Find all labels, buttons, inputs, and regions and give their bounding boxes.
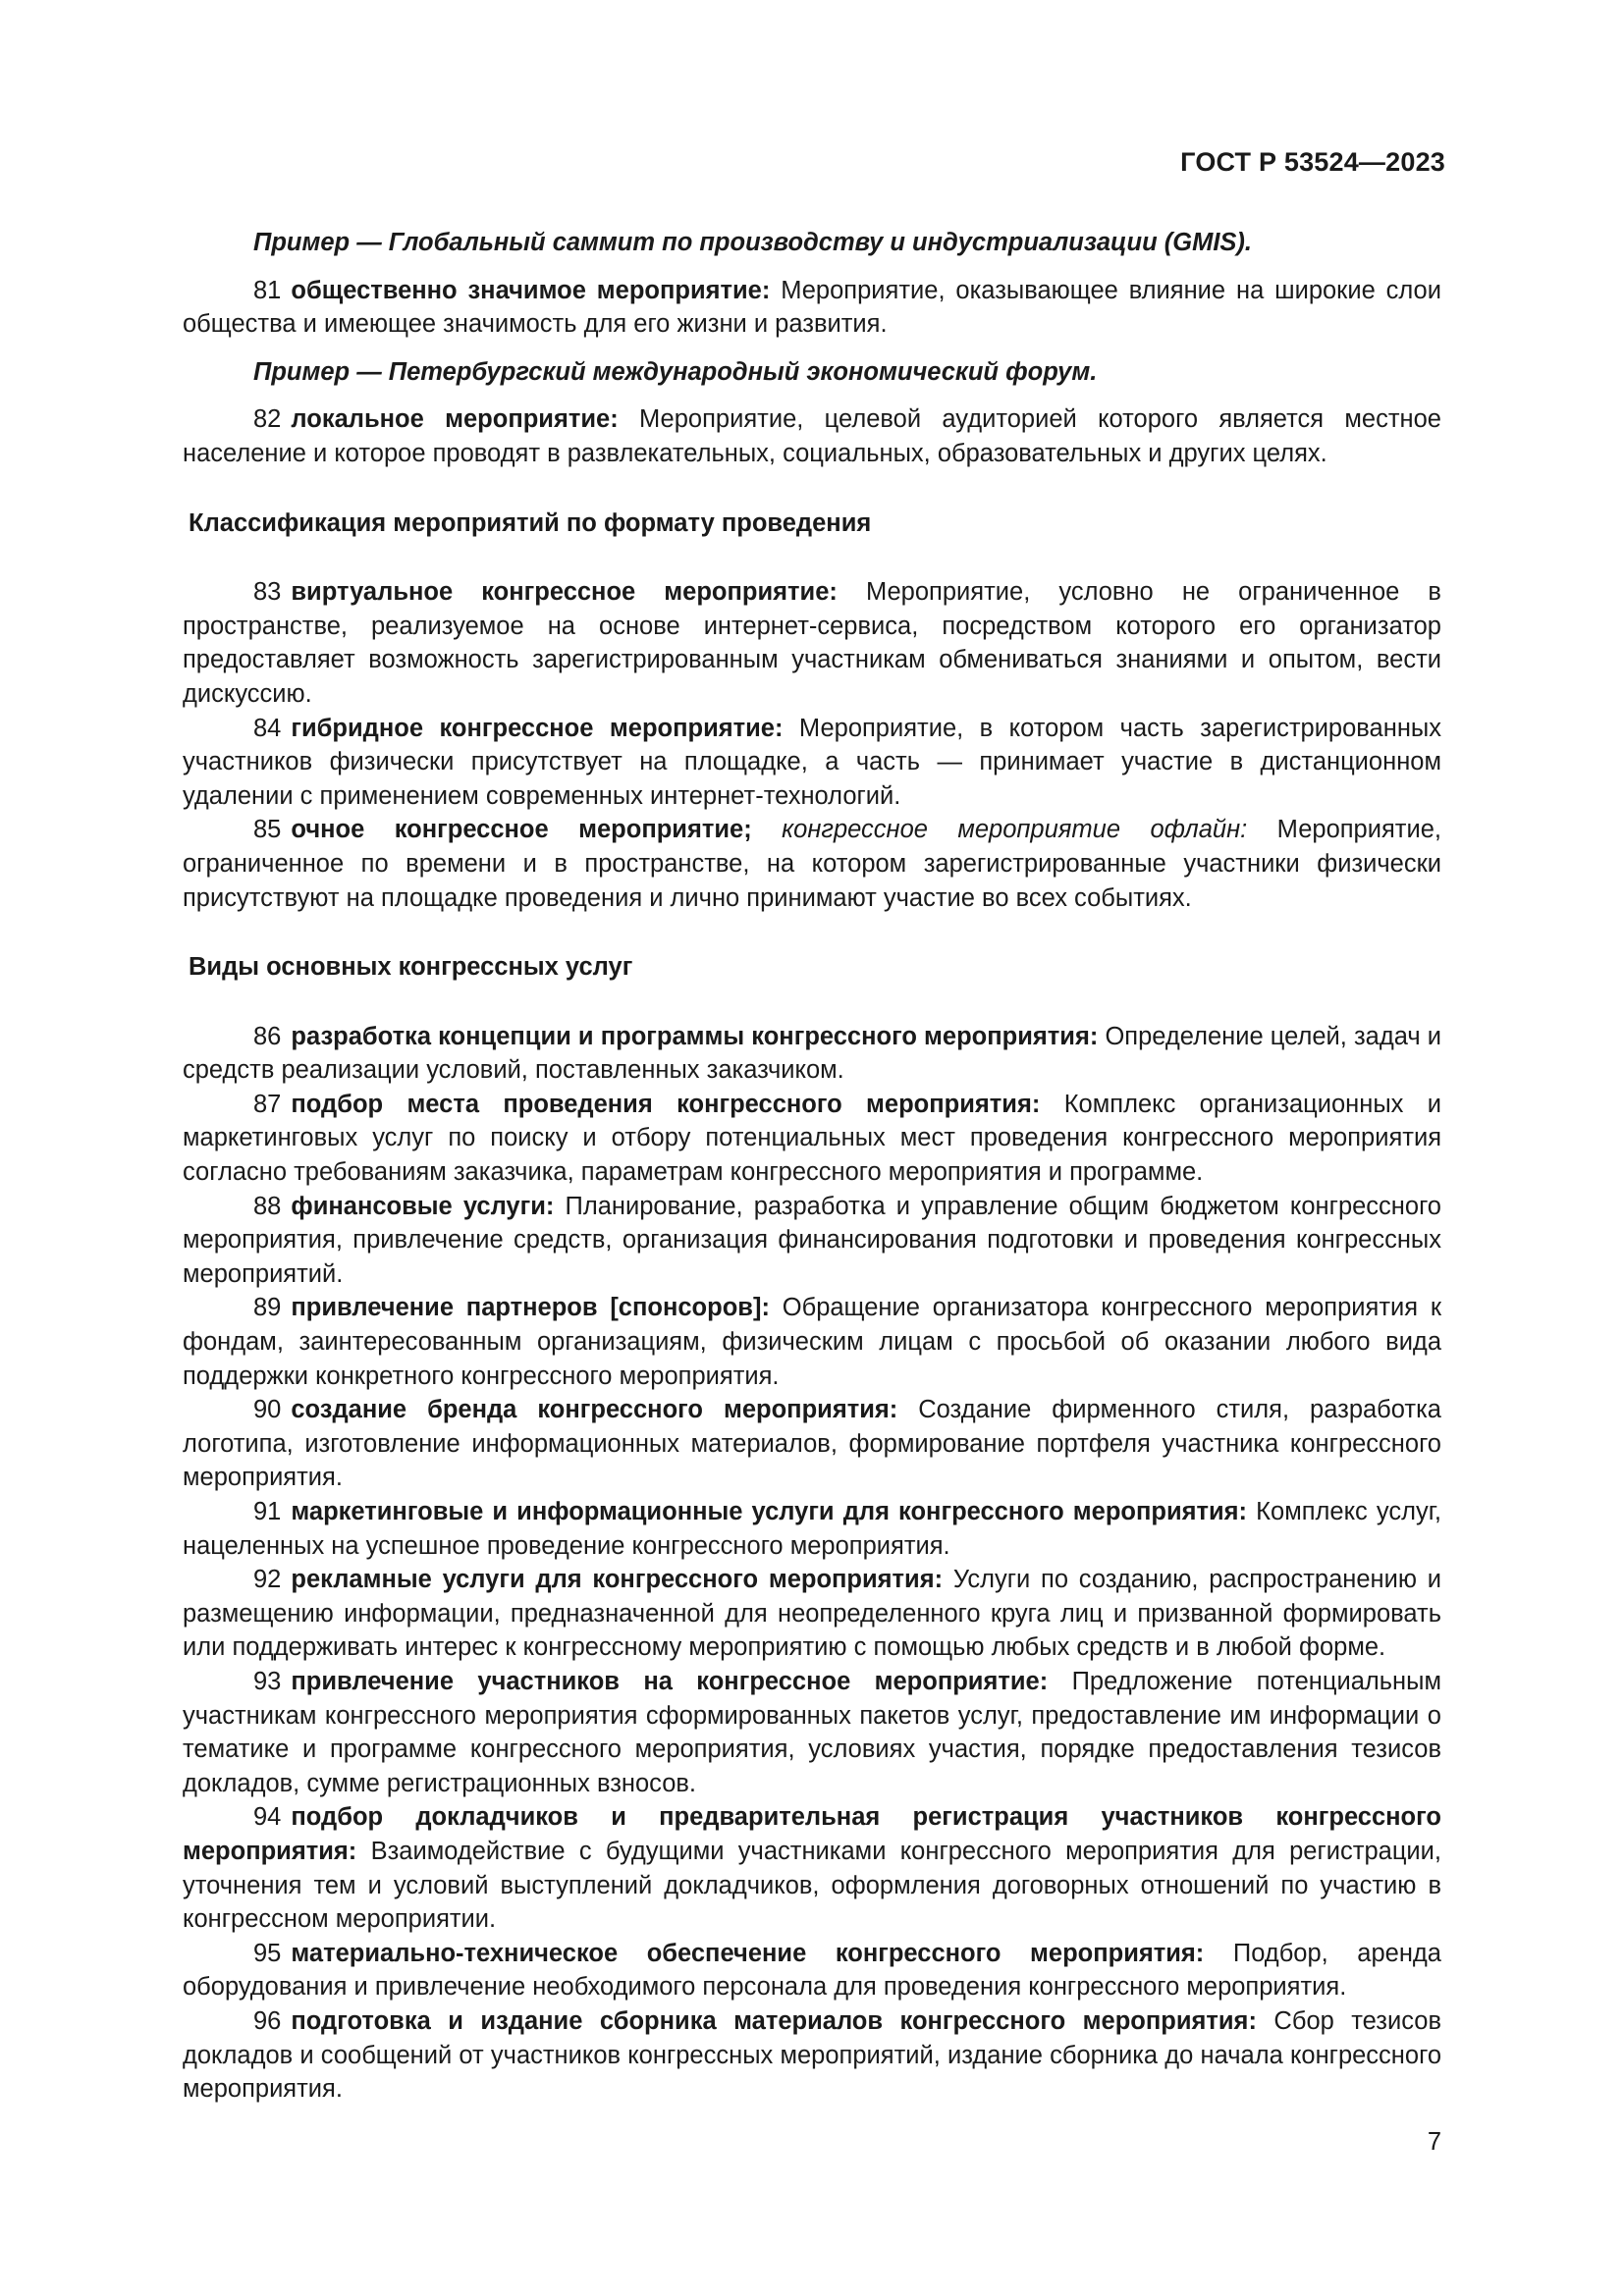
term-title: подбор места проведения конгрессного мероприятия: <box>291 1090 1041 1118</box>
term-definition: Создание фирменного стиля, разработка логотипа, изготовление информационных материалов, формирование портфеля участника конгрессного мероприятия. <box>183 1396 1441 1492</box>
term-definition: Предложение потенциальным участникам конгрессного мероприятия сформированных пакетов услуг, предоставление им информации о тематике и программе конгрессного мероприятия, условиях участия, порядке предоставления тезисов докладов, сумме регистрационных взносов. <box>183 1667 1441 1797</box>
term-number: 96 <box>253 2006 282 2035</box>
term-number: 85 <box>253 816 282 844</box>
section-heading-format: Классификация мероприятий по формату проведения <box>189 508 872 537</box>
term-definition: Определение целей, задач и средств реализации условий, поставленных заказчиком. <box>183 1022 1441 1085</box>
term-entry-91 <box>183 1495 1441 1563</box>
document-body <box>183 226 1441 2107</box>
page-header-standard: ГОСТ Р 53524—2023 <box>1180 147 1445 177</box>
term-entry-90 <box>183 1393 1441 1495</box>
term-entry-87 <box>183 1088 1441 1190</box>
term-title: виртуальное конгрессное мероприятие: <box>291 578 838 607</box>
term-title: подготовка и издание сборника материалов конгрессного мероприятия: <box>291 2006 1257 2035</box>
term-definition: Мероприятие, условно не ограниченное в пространстве, реализуемое на основе интернет-сервиса, посредством которого его организатор предоставляет возможность зарегистрированным участникам обмениваться знаниями и опытом, вести дискуссию. <box>183 578 1441 708</box>
term-number: 84 <box>253 714 282 742</box>
section-heading-services: Виды основных конгрессных услуг <box>189 953 633 982</box>
term-number: 93 <box>253 1667 282 1695</box>
example-line: Пример — Петербургский международный экономический форум. <box>253 357 1098 386</box>
term-definition: Комплекс организационных и маркетинговых услуг по поиску и отбору потенциальных мест проведения конгрессного мероприятия согласно требованиям заказчика, параметрам конгрессного мероприятия и программе. <box>183 1090 1441 1187</box>
term-entry-96 <box>183 2004 1441 2107</box>
term-definition: Взаимодействие с будущими участниками конгрессного мероприятия для регистрации, уточнения тем и условий выступлений докладчиков, оформления договорных отношений по участию в конгрессном мероприятии. <box>183 1837 1441 1934</box>
term-definition: Обращение организатора конгрессного мероприятия к фондам, заинтересованным организациям, физическим лицам с просьбой об оказании любого вида поддержки конкретного конгрессного мероприятия. <box>183 1294 1442 1390</box>
term-entry-94 <box>183 1800 1441 1936</box>
term-number: 95 <box>253 1939 282 1967</box>
term-number: 94 <box>253 1803 282 1832</box>
term-title: рекламные услуги для конгрессного мероприятия: <box>291 1566 944 1594</box>
term-title: маркетинговые и информационные услуги для конгрессного мероприятия: <box>291 1498 1248 1525</box>
term-title: привлечение партнеров [спонсоров]: <box>291 1294 770 1322</box>
term-title: материально-техническое обеспечение конгрессного мероприятия: <box>291 1939 1205 1967</box>
term-entry-92 <box>183 1563 1441 1665</box>
term-number: 90 <box>253 1396 282 1424</box>
term-entry-81 <box>183 274 1441 342</box>
term-definition: Комплекс услуг, нацеленных на успешное проведение конгрессного мероприятия. <box>183 1498 1441 1560</box>
term-number: 82 <box>253 405 282 434</box>
term-entry-85 <box>183 813 1441 915</box>
term-title: очное конгрессное мероприятие; <box>291 816 752 844</box>
term-entry-86 <box>183 1020 1441 1088</box>
term-title: финансовые услуги: <box>291 1192 555 1220</box>
term-definition: Мероприятие, в котором часть зарегистрированных участников физически присутствует на площадке, а часть — принимает участие в дистанционном удалении с применением современных интернет-технологий. <box>183 714 1441 810</box>
term-title: привлечение участников на конгрессное мероприятие: <box>291 1667 1049 1695</box>
term-title: подбор докладчиков и предварительная регистрация участников конгрессного мероприятия: <box>183 1803 1441 1865</box>
term-definition: Мероприятие, целевой аудиторией которого является местное население и которое проводят в развлекательных, социальных, образовательных и других целях. <box>183 405 1441 467</box>
term-entry-93 <box>183 1665 1441 1800</box>
term-number: 87 <box>253 1090 282 1118</box>
term-title: разработка концепции и программы конгрессного мероприятия: <box>291 1022 1099 1050</box>
term-entry-83 <box>183 575 1441 711</box>
term-number: 91 <box>253 1498 282 1525</box>
term-definition: Планирование, разработка и управление общим бюджетом конгрессного мероприятия, привлечение средств, организация финансирования подготовки и проведения конгрессных мероприятий. <box>183 1192 1441 1288</box>
term-definition: Подбор, аренда оборудования и привлечение необходимого персонала для проведения конгрессного мероприятия. <box>183 1939 1441 2002</box>
term-definition: Мероприятие, ограниченное по времени и в пространстве, на котором зарегистрированные участники физически присутствуют на площадке проведения и лично принимают участие во всех событиях. <box>183 816 1441 912</box>
page-number: 7 <box>1427 2128 1441 2156</box>
term-definition: Сбор тезисов докладов и сообщений от участников конгрессных мероприятий, издание сборника до начала конгрессного мероприятия. <box>183 2006 1442 2104</box>
term-number: 86 <box>253 1022 282 1050</box>
term-entry-88 <box>183 1190 1441 1292</box>
term-title: гибридное конгрессное мероприятие: <box>291 714 784 742</box>
term-definition: Мероприятие, оказывающее влияние на широкие слои общества и имеющее значимость для его жизни и развития. <box>183 276 1441 339</box>
term-entry-89 <box>183 1291 1441 1393</box>
term-title: общественно значимое мероприятие: <box>291 276 771 304</box>
term-entry-82 <box>183 402 1441 470</box>
term-synonym: конгрессное мероприятие офлайн: <box>782 816 1248 844</box>
term-number: 92 <box>253 1566 282 1594</box>
term-number: 89 <box>253 1294 282 1322</box>
term-number: 88 <box>253 1192 282 1220</box>
term-number: 83 <box>253 578 282 607</box>
term-title: локальное мероприятие: <box>291 405 619 434</box>
example-line: Пример — Глобальный саммит по производству и индустриализации (GMIS). <box>253 229 1252 256</box>
term-definition: Услуги по созданию, распространению и размещению информации, предназначенной для неопределенного круга лиц и призванной формировать или поддерживать интерес к конгрессному мероприятию с помощью любых средств и в любой форме. <box>183 1566 1441 1662</box>
term-title: создание бренда конгрессного мероприятия: <box>291 1396 898 1424</box>
term-entry-84 <box>183 712 1441 814</box>
term-number: 81 <box>253 276 282 304</box>
term-entry-95 <box>183 1937 1441 2004</box>
